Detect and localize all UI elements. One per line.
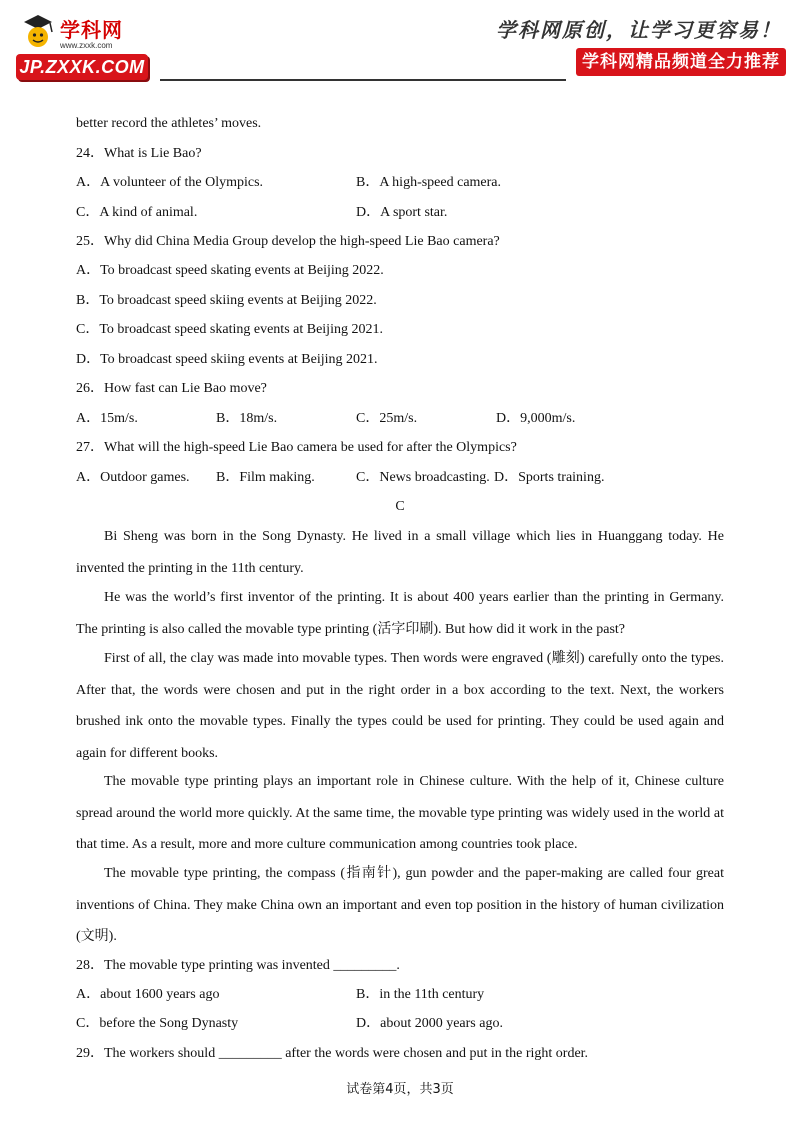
- page-header: [0, 0, 800, 88]
- option-27-c: C．News broadcasting.: [356, 470, 490, 485]
- option-28-c: C．before the Song Dynasty: [76, 1016, 239, 1031]
- question-26: 26．How fast can Lie Bao move?: [76, 381, 267, 396]
- logo-url: www.zxxk.com: [60, 41, 113, 50]
- passage-paragraph-3: First of all, the clay was made into movable types. Then words were engraved (雕刻) carefully onto the types. After that, the words were chosen and put in the right order in a box according to the text. Next, the workers brushed ink onto the movable types. Finally the types could be used for printing. They could be used again and again for different books.: [76, 651, 724, 761]
- section-heading: C: [395, 499, 405, 514]
- mascot-icon: [18, 12, 58, 52]
- question-28: 28．The movable type printing was invented _________.: [76, 958, 400, 973]
- option-28-a: A．about 1600 years ago: [76, 987, 220, 1002]
- page-footer: 试卷第4页，共3页: [346, 1082, 454, 1097]
- passage-paragraph-4: The movable type printing plays an important role in Chinese culture. With the help of it, Chinese culture spread around the world more quickly. At the same time, the movable type printing was widely used in the world at that time. As a result, more and more culture communication among countries took place.: [76, 774, 724, 852]
- option-27-a: A．Outdoor games.: [76, 470, 190, 485]
- option-26-a: A．15m/s.: [76, 411, 138, 426]
- option-25-a: A．To broadcast speed skating events at Beijing 2022.: [76, 263, 384, 278]
- logo-text: 学科网: [60, 18, 123, 42]
- header-slogan: 学科网原创，让学习更容易！: [496, 18, 782, 42]
- logo-badge: JP.ZXXK.COM: [16, 54, 148, 80]
- question-24: 24．What is Lie Bao?: [76, 146, 202, 161]
- option-24-d: D．A sport star.: [356, 205, 448, 220]
- option-27-d: D．Sports training.: [494, 470, 605, 485]
- option-26-c: C．25m/s.: [356, 411, 418, 426]
- option-24-b: B．A high-speed camera.: [356, 175, 502, 190]
- question-25: 25．Why did China Media Group develop the high-speed Lie Bao camera?: [76, 234, 500, 249]
- option-26-b: B．18m/s.: [216, 411, 278, 426]
- passage-paragraph-5: The movable type printing, the compass (指南针), gun powder and the paper-making are called four great inventions of China. They make China own an important and even top position in the history of human civilization (文明).: [76, 866, 724, 944]
- option-25-d: D．To broadcast speed skiing events at Beijing 2021.: [76, 352, 378, 367]
- option-25-b: B．To broadcast speed skiing events at Beijing 2022.: [76, 293, 377, 308]
- passage-paragraph-1: Bi Sheng was born in the Song Dynasty. He lived in a small village which lies in Huanggang today. He invented the printing in the 11th century.: [76, 529, 724, 576]
- option-24-c: C．A kind of animal.: [76, 205, 198, 220]
- option-28-b: B．in the 11th century: [356, 987, 485, 1002]
- recommend-banner: 学科网精品频道全力推荐: [576, 48, 786, 76]
- header-divider: [160, 79, 566, 81]
- option-28-d: D．about 2000 years ago.: [356, 1016, 503, 1031]
- site-logo[interactable]: [14, 10, 154, 82]
- passage-paragraph-2: He was the world’s first inventor of the printing. It is about 400 years earlier than the printing in Germany. The printing is also called the movable type printing (活字印刷). But how did it work in the past?: [76, 590, 724, 637]
- option-27-b: B．Film making.: [216, 470, 315, 485]
- option-25-c: C．To broadcast speed skating events at Beijing 2021.: [76, 322, 383, 337]
- option-24-a: A．A volunteer of the Olympics.: [76, 175, 264, 190]
- question-29: 29．The workers should _________ after the words were chosen and put in the right order.: [76, 1046, 589, 1061]
- option-26-d: D．9,000m/s.: [496, 411, 576, 426]
- question-27: 27．What will the high-speed Lie Bao camera be used for after the Olympics?: [76, 440, 517, 455]
- continued-text: better record the athletes’ moves.: [76, 116, 262, 131]
